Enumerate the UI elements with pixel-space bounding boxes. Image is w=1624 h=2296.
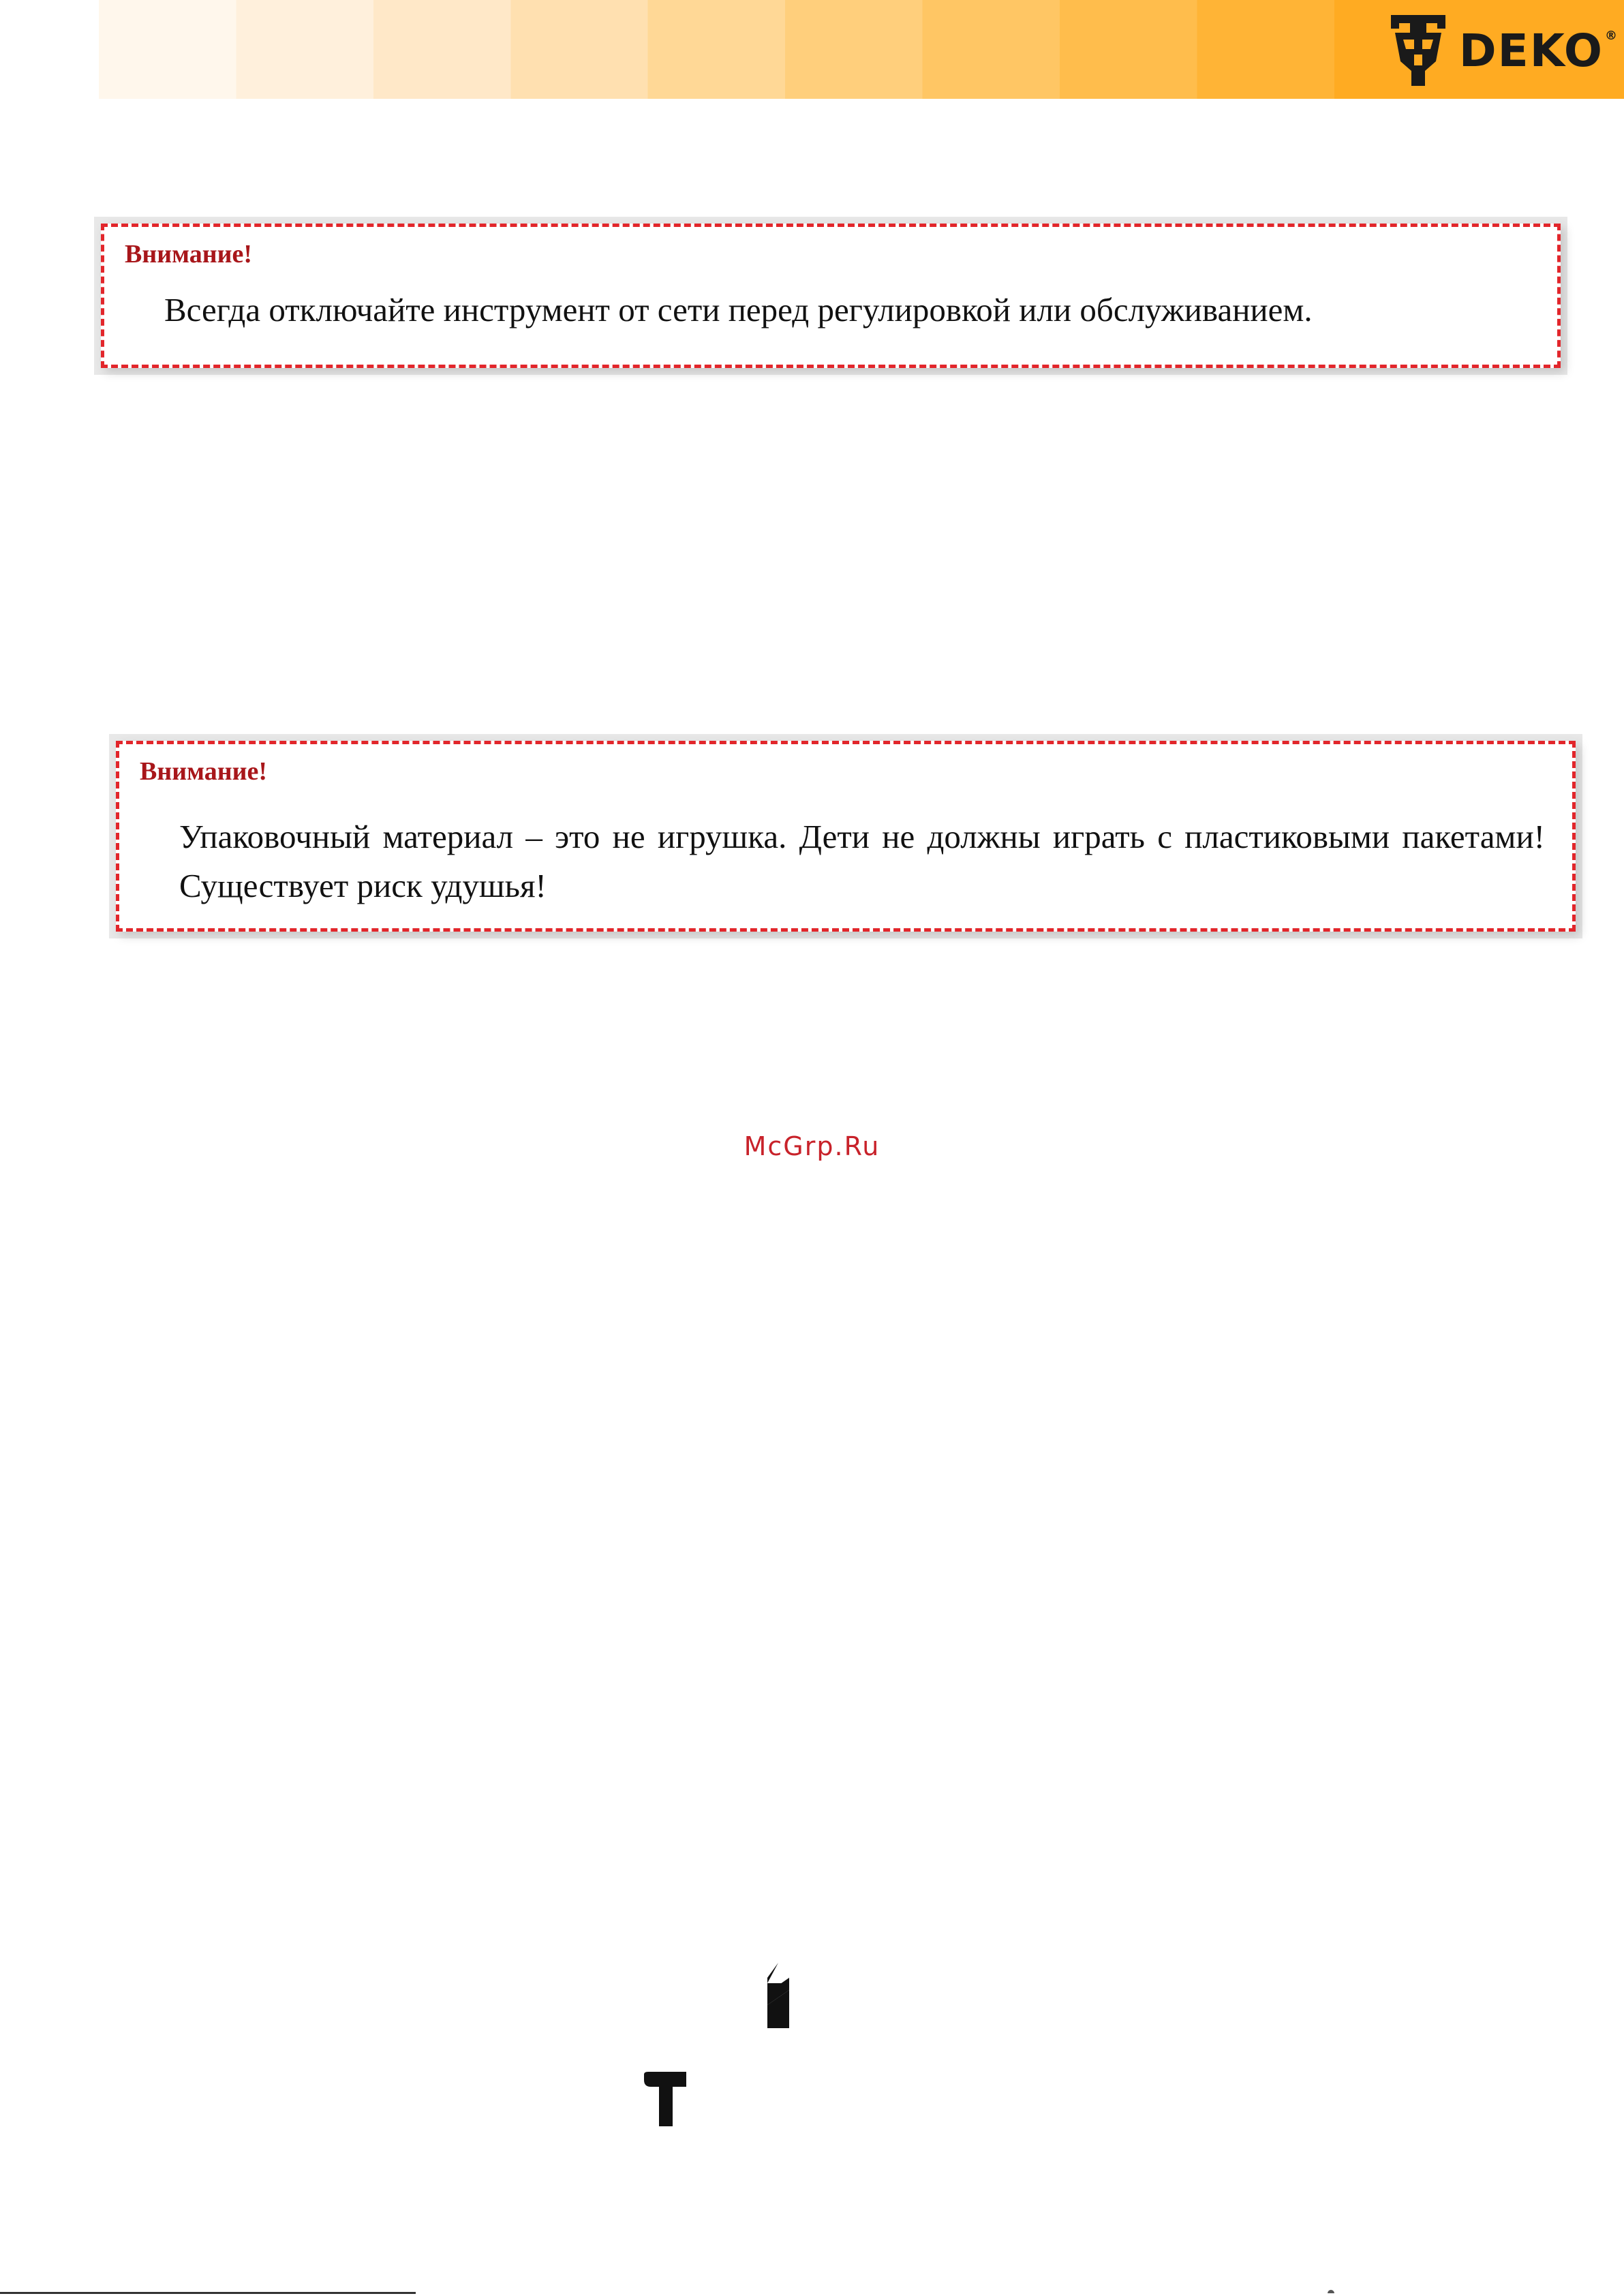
warning-title: Внимание!: [140, 757, 268, 786]
warning-box-disconnect: [101, 224, 1561, 368]
hammer-icon: [644, 2072, 686, 2126]
registered-mark: ®: [1605, 28, 1619, 43]
footer-rule: [0, 2292, 416, 2294]
watermark-text: McGrp.Ru: [744, 1131, 880, 1161]
warning-text: Упаковочный материал – это не игрушка. Дети не должны играть с пластиковыми пакетами! Существует риск удушья!: [179, 818, 1545, 904]
warning-box-packaging: [116, 741, 1576, 932]
brand-name: DEKO: [1458, 24, 1604, 77]
brand-wordmark: [1458, 24, 1619, 77]
warning-text: Всегда отключайте инструмент от сети перед регулировкой или обслуживанием.: [164, 291, 1313, 328]
footer-mark: [1328, 2290, 1334, 2293]
deko-emblem-icon: [1387, 12, 1450, 89]
brand-logo: [1387, 10, 1619, 91]
warning-title: Внимание!: [125, 240, 253, 269]
drill-bit-icon: [763, 1963, 793, 2028]
header-band: [99, 0, 1624, 99]
